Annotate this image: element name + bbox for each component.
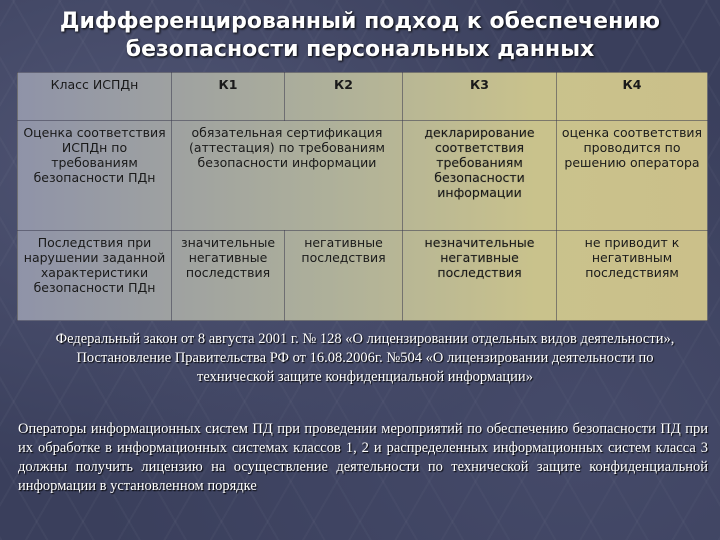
- law-reference-text: Федеральный закон от 8 августа 2001 г. № 128 «О лицензировании отдельных видов деятельности», Постановление Правительства РФ от 16.08.2006г. №504 «О лицензировании деятельности по технической защите конфиденциальной информации»: [55, 331, 675, 385]
- row-consequences-k4: не приводит к негативным последствиям: [557, 231, 708, 321]
- operators-requirement-text: Операторы информационных систем ПД при проведении мероприятий по обеспечению безопасности ПД при их обработке в информационных системах классов 1, 2 и распределенных информационных систем класса 3 должны получить лицензию на осуществление деятельности по технической защите конфиденциальной информации в установленном порядке: [18, 421, 708, 494]
- header-k1: К1: [172, 73, 285, 121]
- table-row-assessment: [18, 121, 708, 231]
- row-consequences-k3: незначительные негативные последствия: [403, 231, 557, 321]
- classification-table: [17, 72, 708, 321]
- slide-title-line2: безопасности персональных данных: [125, 37, 595, 62]
- table-header-row: [18, 73, 708, 121]
- row-assessment-k1-k2: обязательная сертификация (аттестация) по требованиям безопасности информации: [172, 121, 403, 231]
- row-assessment-k4: оценка соответствия проводится по решению оператора: [557, 121, 708, 231]
- header-class-label: Класс ИСПДн: [18, 73, 172, 121]
- slide-title: [0, 8, 720, 64]
- row-consequences-k2: негативные последствия: [285, 231, 403, 321]
- row-consequences-k1: значительные негативные последствия: [172, 231, 285, 321]
- header-k4: К4: [557, 73, 708, 121]
- row-assessment-k3: декларирование соответствия требованиям безопасности информации: [403, 121, 557, 231]
- header-k3: К3: [403, 73, 557, 121]
- row-assessment-head: Оценка соответствия ИСПДн по требованиям безопасности ПДн: [18, 121, 172, 231]
- header-k2: К2: [285, 73, 403, 121]
- row-consequences-head: Последствия при нарушении заданной характеристики безопасности ПДн: [18, 231, 172, 321]
- table-row-consequences: [18, 231, 708, 321]
- slide-title-line1: Дифференцированный подход к обеспечению: [59, 9, 661, 34]
